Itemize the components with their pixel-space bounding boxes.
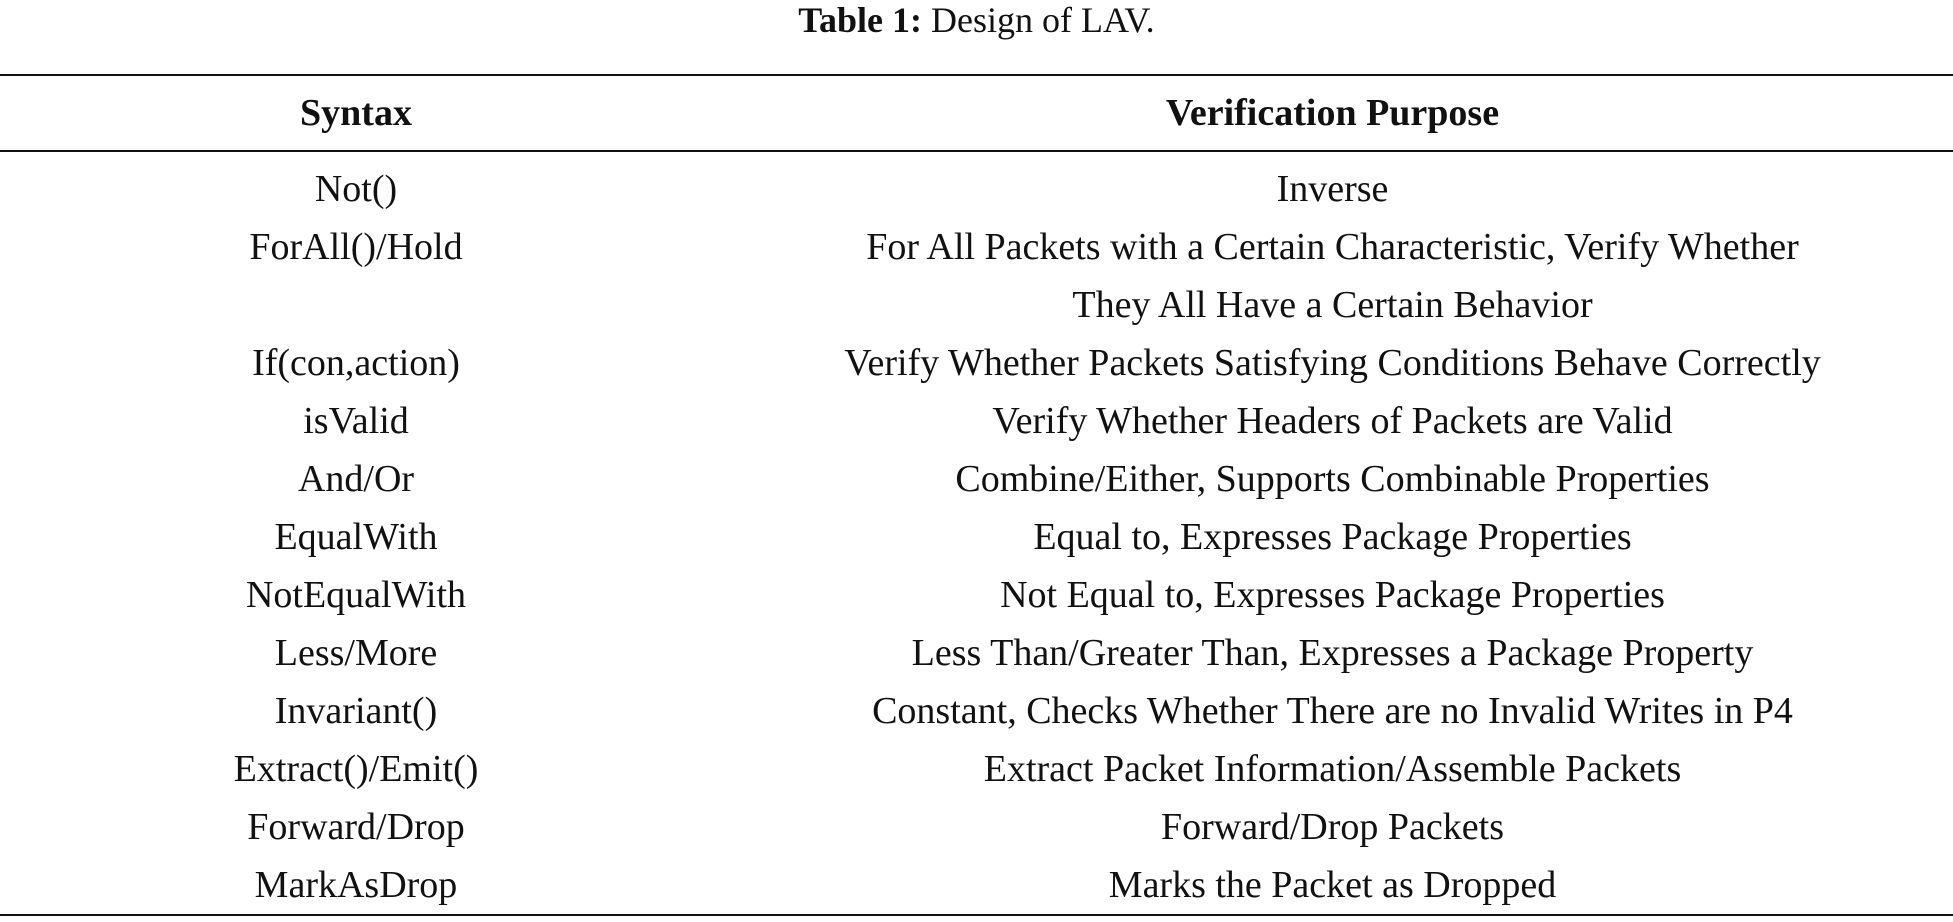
purpose-cell	[712, 624, 1953, 682]
purpose-text: Verify Whether Headers of Packets are Valid	[992, 400, 1673, 442]
purpose-text: Constant, Checks Whether There are no Invalid Writes in P4	[872, 690, 1793, 732]
table-row	[0, 218, 1953, 334]
caption-text: Design of LAV.	[931, 0, 1155, 40]
purpose-cell	[712, 392, 1953, 450]
purpose-text: Less Than/Greater Than, Expresses a Package Property	[911, 632, 1754, 674]
table-caption	[0, 0, 1953, 40]
purpose-cell	[712, 856, 1953, 915]
caption-label: Table 1:	[798, 0, 922, 40]
syntax-cell: Invariant()	[274, 690, 438, 732]
purpose-cell	[712, 740, 1953, 798]
header-syntax: Syntax	[300, 92, 412, 134]
purpose-cell	[712, 508, 1953, 566]
purpose-text: Verify Whether Packets Satisfying Conditions Behave Correctly	[844, 342, 1821, 384]
table-row	[0, 508, 1953, 566]
table-row	[0, 392, 1953, 450]
purpose-cell	[712, 151, 1953, 218]
purpose-text: Extract Packet Information/Assemble Packets	[983, 748, 1682, 790]
header-row	[0, 75, 1953, 151]
table-row	[0, 566, 1953, 624]
syntax-cell: Not()	[314, 168, 398, 210]
purpose-cell	[712, 682, 1953, 740]
syntax-cell: ForAll()/Hold	[249, 226, 463, 268]
table-row	[0, 151, 1953, 218]
purpose-text: Combine/Either, Supports Combinable Properties	[955, 458, 1710, 500]
purpose-text: Forward/Drop Packets	[1161, 806, 1504, 848]
purpose-text: Inverse	[1276, 168, 1389, 210]
table-row	[0, 624, 1953, 682]
purpose-text: For All Packets with a Certain Characteristic, Verify Whether	[866, 226, 1799, 268]
header-verification-purpose: Verification Purpose	[1165, 92, 1500, 134]
syntax-cell: MarkAsDrop	[254, 864, 458, 906]
syntax-cell: NotEqualWith	[245, 574, 467, 616]
purpose-cell	[712, 566, 1953, 624]
syntax-cell: Less/More	[274, 632, 438, 674]
design-table	[0, 74, 1953, 916]
syntax-cell: Extract()/Emit()	[233, 748, 479, 790]
purpose-text: Not Equal to, Expresses Package Properties	[1000, 574, 1665, 616]
syntax-cell: isValid	[303, 400, 409, 442]
purpose-text: Marks the Packet as Dropped	[1108, 864, 1557, 906]
purpose-cell	[712, 450, 1953, 508]
syntax-cell: If(con,action)	[252, 342, 460, 384]
purpose-cell	[712, 334, 1953, 392]
syntax-cell: Forward/Drop	[247, 806, 465, 848]
syntax-cell: And/Or	[297, 458, 415, 500]
table-row	[0, 740, 1953, 798]
purpose-text-continued: They All Have a Certain Behavior	[1072, 284, 1593, 326]
purpose-cell	[712, 218, 1953, 334]
syntax-cell: EqualWith	[274, 516, 438, 558]
table-row	[0, 682, 1953, 740]
purpose-text: Equal to, Expresses Package Properties	[1033, 516, 1632, 558]
table-row	[0, 798, 1953, 856]
purpose-cell	[712, 798, 1953, 856]
table-row	[0, 450, 1953, 508]
table-row	[0, 334, 1953, 392]
table-row	[0, 856, 1953, 915]
table-container	[0, 74, 1953, 916]
